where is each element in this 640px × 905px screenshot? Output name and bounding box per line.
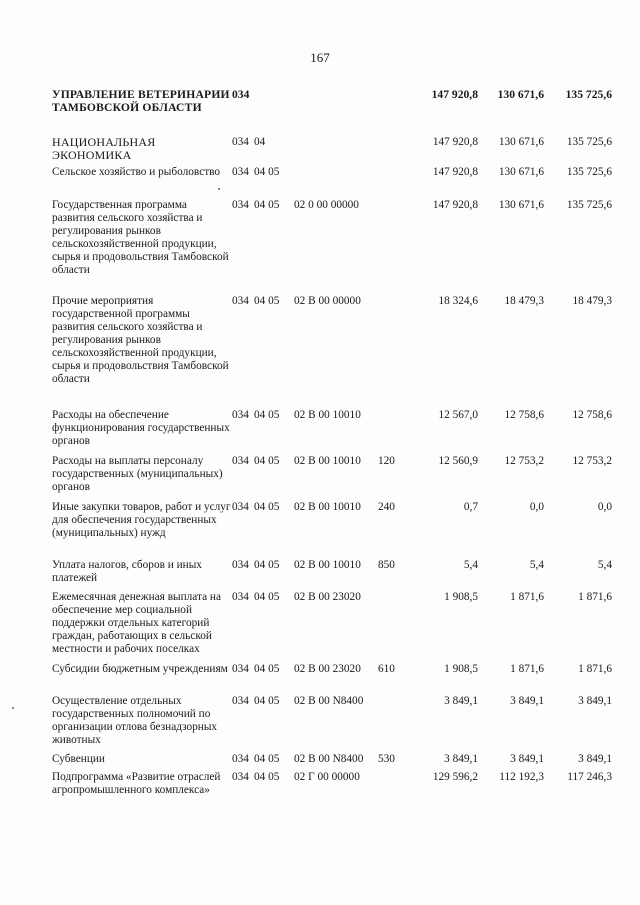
row-section-code: 04 05	[254, 663, 280, 675]
table-row	[52, 771, 612, 817]
row-amount-year3: 12 758,6	[572, 409, 612, 421]
row-amount-year1: 147 920,8	[432, 136, 478, 148]
table-row	[52, 591, 612, 663]
row-section-code: 04 05	[254, 199, 280, 211]
table-row	[52, 663, 612, 695]
row-amount-year3: 0,0	[597, 501, 612, 513]
row-amount-year1: 18 324,6	[438, 295, 478, 307]
row-expense-type-code: 850	[378, 559, 395, 571]
row-gr-code: 034	[232, 455, 249, 467]
row-amount-year3: 135 725,6	[566, 199, 612, 211]
row-amount-year3: 1 871,6	[578, 591, 612, 603]
row-amount-year1: 1 908,5	[444, 663, 478, 675]
row-name: Прочие мероприятия государственной программы развития сельского хозяйства и регулирования рынков сельскохозяйственной продукции, сырья и продовольствия Тамбовской области	[52, 295, 229, 385]
scan-speck	[218, 188, 220, 190]
row-target-code: 02 В 00 N8400	[294, 753, 364, 765]
row-gr-code: 034	[232, 136, 249, 148]
row-amount-year2: 130 671,6	[497, 88, 544, 101]
row-amount-year3: 18 479,3	[572, 295, 612, 307]
row-target-code: 02 В 00 N8400	[294, 695, 364, 707]
row-section-code: 04 05	[254, 695, 280, 707]
row-amount-year1: 129 596,2	[432, 771, 478, 783]
row-section-code: 04 05	[254, 295, 280, 307]
row-amount-year3: 117 246,3	[567, 771, 612, 783]
table-row	[52, 559, 612, 591]
row-amount-year2: 18 479,3	[504, 295, 544, 307]
budget-table	[52, 88, 612, 817]
row-expense-type-code: 120	[378, 455, 395, 467]
row-section-code: 04 05	[254, 591, 280, 603]
row-amount-year3: 135 725,6	[565, 88, 612, 101]
row-target-code: 02 В 00 23020	[294, 591, 361, 603]
row-amount-year3: 12 753,2	[572, 455, 612, 467]
table-row	[52, 753, 612, 771]
row-gr-code: 034	[232, 663, 249, 675]
table-row	[52, 295, 612, 409]
row-target-code	[294, 88, 378, 136]
row-gr-code: 034	[232, 771, 249, 783]
row-amount-year1: 12 567,0	[438, 409, 478, 421]
row-gr-code: 034	[232, 559, 249, 571]
row-gr-code: 034	[232, 753, 249, 765]
table-row	[52, 166, 612, 199]
row-amount-year2: 1 871,6	[510, 663, 544, 675]
row-target-code: 02 В 00 10010	[294, 559, 361, 571]
row-expense-type-code	[378, 166, 410, 199]
row-expense-type-code	[378, 409, 410, 455]
budget-table-body	[52, 88, 612, 817]
row-name: НАЦИОНАЛЬНАЯ ЭКОНОМИКА	[52, 135, 156, 162]
table-row	[52, 501, 612, 559]
row-expense-type-code: 240	[378, 501, 395, 513]
row-target-code: 02 В 00 23020	[294, 663, 361, 675]
row-section-code: 04 05	[254, 166, 280, 178]
row-section-code: 04 05	[254, 501, 280, 513]
row-amount-year1: 147 920,8	[432, 199, 478, 211]
row-gr-code: 034	[232, 591, 249, 603]
row-expense-type-code	[378, 136, 410, 166]
row-name: Уплата налогов, сборов и иных платежей	[52, 559, 202, 584]
row-expense-type-code	[378, 199, 410, 295]
row-amount-year3: 135 725,6	[566, 136, 612, 148]
row-gr-code: 034	[232, 295, 249, 307]
row-target-code: 02 В 00 10010	[294, 501, 361, 513]
row-section-code	[254, 88, 294, 136]
row-amount-year3: 135 725,6	[566, 166, 612, 178]
row-amount-year3: 1 871,6	[578, 663, 612, 675]
row-section-code: 04 05	[254, 771, 280, 783]
row-expense-type-code	[378, 88, 410, 136]
row-amount-year1: 12 560,9	[438, 455, 478, 467]
row-expense-type-code	[378, 591, 410, 663]
row-name: Иные закупки товаров, работ и услуг для обеспечения государственных (муниципальных) нужд	[52, 501, 231, 539]
row-expense-type-code: 610	[378, 663, 395, 675]
row-amount-year1: 3 849,1	[444, 695, 478, 707]
row-amount-year2: 130 671,6	[498, 136, 544, 148]
row-amount-year1: 5,4	[463, 559, 478, 571]
table-row	[52, 88, 612, 136]
row-section-code: 04	[254, 136, 266, 148]
row-amount-year2: 3 849,1	[510, 753, 544, 765]
row-name: Расходы на выплаты персоналу государственных (муниципальных) органов	[52, 455, 223, 493]
table-row	[52, 136, 612, 166]
row-amount-year1: 147 920,8	[431, 88, 478, 101]
row-amount-year2: 5,4	[529, 559, 544, 571]
row-amount-year3: 3 849,1	[578, 753, 612, 765]
table-row	[52, 199, 612, 295]
row-name: УПРАВЛЕНИЕ ВЕТЕРИНАРИИ ТАМБОВСКОЙ ОБЛАСТИ	[52, 88, 230, 114]
row-gr-code: 034	[232, 199, 249, 211]
row-section-code: 04 05	[254, 559, 280, 571]
row-gr-code: 034	[232, 166, 249, 178]
row-target-code	[294, 136, 378, 166]
row-section-code: 04 05	[254, 455, 280, 467]
row-name: Сельское хозяйство и рыболовство	[52, 166, 221, 178]
row-name: Расходы на обеспечение функционирования государственных органов	[52, 409, 230, 447]
row-name: Ежемесячная денежная выплата на обеспечение мер социальной поддержки отдельных категорий граждан, работающих в сельской местности и рабочих поселках	[52, 591, 221, 655]
row-amount-year1: 1 908,5	[444, 591, 478, 603]
row-target-code: 02 0 00 00000	[294, 199, 359, 211]
row-section-code: 04 05	[254, 753, 280, 765]
row-target-code	[294, 166, 378, 199]
row-amount-year1: 3 849,1	[444, 753, 478, 765]
row-target-code: 02 В 00 10010	[294, 409, 361, 421]
row-amount-year2: 12 758,6	[504, 409, 544, 421]
row-amount-year2: 3 849,1	[510, 695, 544, 707]
table-row	[52, 695, 612, 753]
row-amount-year2: 130 671,6	[498, 199, 544, 211]
scan-speck	[12, 707, 14, 709]
row-amount-year3: 3 849,1	[578, 695, 612, 707]
row-amount-year2: 130 671,6	[498, 166, 544, 178]
row-amount-year2: 1 871,6	[510, 591, 544, 603]
row-gr-code: 034	[232, 695, 249, 707]
table-row	[52, 409, 612, 455]
row-amount-year1: 147 920,8	[432, 166, 478, 178]
row-expense-type-code	[378, 295, 410, 409]
row-name: Субвенции	[52, 753, 105, 765]
row-amount-year2: 112 192,3	[499, 771, 544, 783]
row-name: Подпрограмма «Развитие отраслей агропромышленного комплекса»	[52, 771, 221, 796]
row-amount-year3: 5,4	[597, 559, 612, 571]
page-number: 167	[310, 50, 330, 65]
row-section-code: 04 05	[254, 409, 280, 421]
row-expense-type-code	[378, 771, 410, 817]
row-name: Государственная программа развития сельского хозяйства и регулирования рынков сельскохозяйственной продукции, сырья и продовольствия Тамбовской области	[52, 199, 229, 276]
row-amount-year2: 0,0	[529, 501, 544, 513]
row-target-code: 02 Г 00 00000	[294, 771, 360, 783]
row-expense-type-code	[378, 695, 410, 753]
row-amount-year2: 12 753,2	[504, 455, 544, 467]
row-gr-code: 034	[232, 409, 249, 421]
row-amount-year1: 0,7	[463, 501, 478, 513]
row-target-code: 02 В 00 00000	[294, 295, 361, 307]
row-target-code: 02 В 00 10010	[294, 455, 361, 467]
row-gr-code: 034	[232, 88, 250, 101]
row-gr-code: 034	[232, 501, 249, 513]
row-expense-type-code: 530	[378, 753, 395, 765]
row-name: Субсидии бюджетным учреждениям	[52, 663, 228, 675]
row-name: Осуществление отдельных государственных полномочий по организации отлова безнадзорных животных	[52, 695, 218, 746]
table-row	[52, 455, 612, 501]
